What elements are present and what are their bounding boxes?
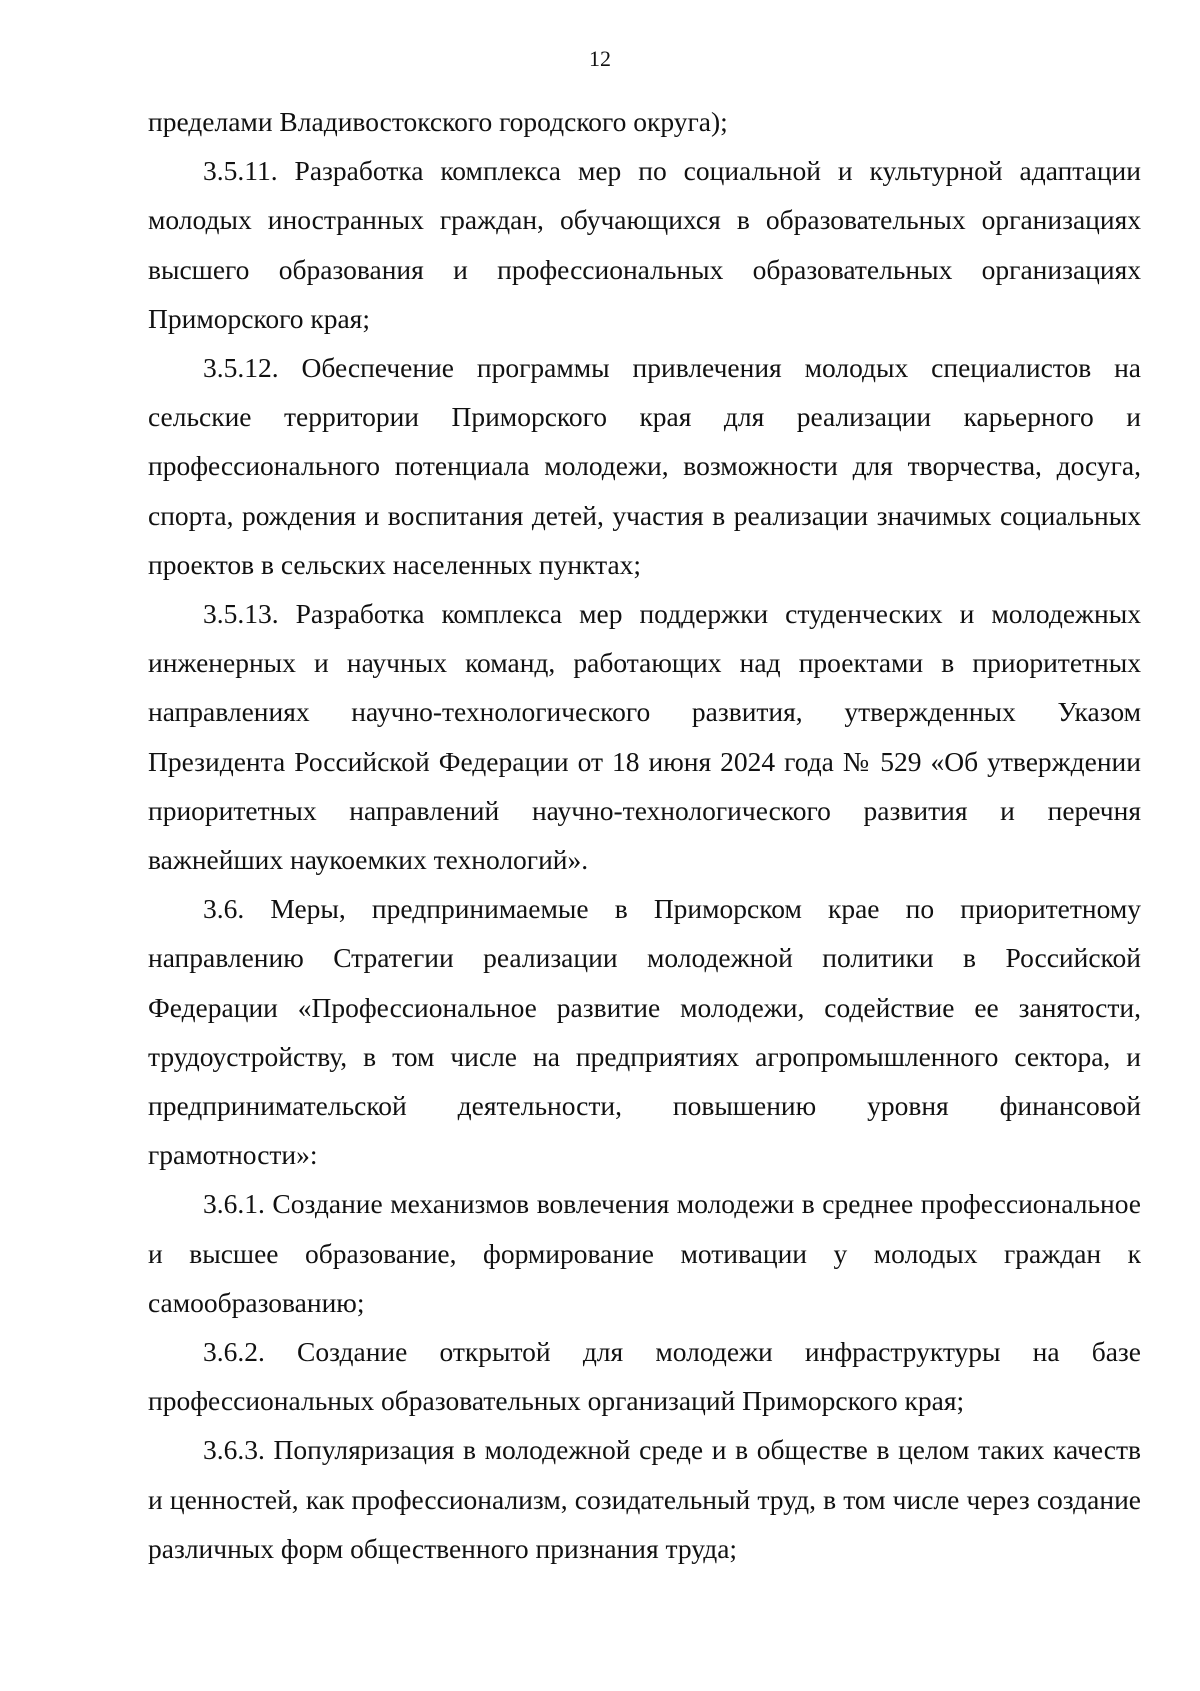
paragraph-3-5-11: 3.5.11. Разработка комплекса мер по социальной и культурной адаптации молодых иностранных граждан, обучающихся в образовательных организациях высшего образования и профессиональных образовательных организациях Приморского края; [148, 155, 1141, 334]
document-body [148, 97, 1141, 1573]
paragraph-3-6-3: 3.6.3. Популяризация в молодежной среде и в обществе в целом таких качеств и ценностей, как профессионализм, созидательный труд, в том числе через создание различных форм общественного признания труда; [148, 1434, 1141, 1564]
paragraph-3-6-2: 3.6.2. Создание открытой для молодежи инфраструктуры на базе профессиональных образовательных организаций Приморского края; [148, 1336, 1141, 1417]
paragraph-continuation: пределами Владивостокского городского округа); [148, 106, 728, 137]
paragraph-3-6: 3.6. Меры, предпринимаемые в Приморском крае по приоритетному направлению Стратегии реализации молодежной политики в Российской Федерации «Профессиональное развитие молодежи, содействие ее занятости, трудоустройству, в том числе на предприятиях агропромышленного сектора, и предпринимательской деятельности, повышению уровня финансовой грамотности»: [148, 893, 1141, 1171]
page-number: 12 [589, 46, 611, 71]
paragraph-3-5-12: 3.5.12. Обеспечение программы привлечения молодых специалистов на сельские территории Приморского края для реализации карьерного и профессионального потенциала молодежи, возможности для творчества, досуга, спорта, рождения и воспитания детей, участия в реализации значимых социальных проектов в сельских населенных пунктах; [148, 352, 1141, 580]
paragraph-3-6-1: 3.6.1. Создание механизмов вовлечения молодежи в среднее профессиональное и высшее образование, формирование мотивации у молодых граждан к самообразованию; [148, 1188, 1141, 1318]
paragraph-3-5-13: 3.5.13. Разработка комплекса мер поддержки студенческих и молодежных инженерных и научных команд, работающих над проектами в приоритетных направлениях научно-технологического развития, утвержденных Указом Президента Российской Федерации от 18 июня 2024 года № 529 «Об утверждении приоритетных направлений научно-технологического развития и перечня важнейших наукоемких технологий». [148, 598, 1141, 876]
